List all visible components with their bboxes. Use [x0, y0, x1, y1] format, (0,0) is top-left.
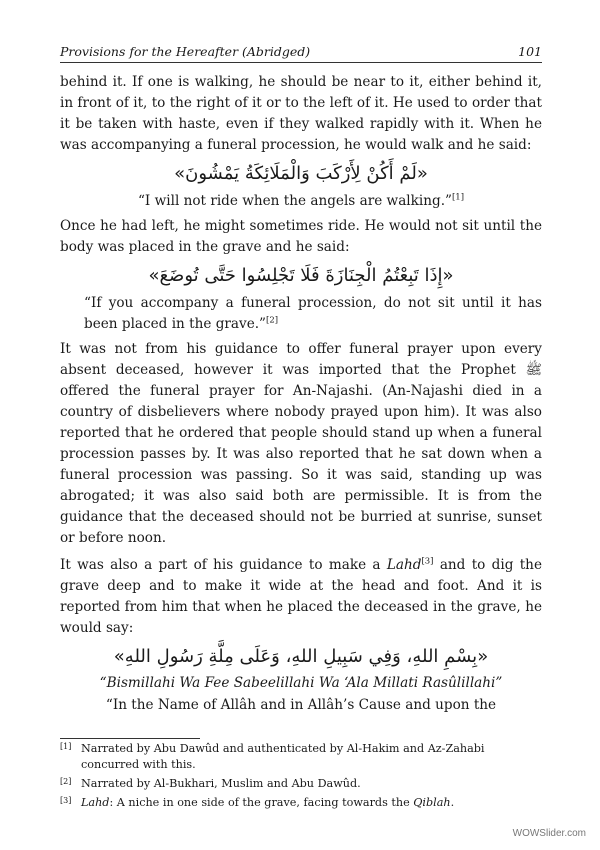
- paragraph-1: behind it. If one is walking, he should be near to it, either behind it, in front of it, to the right of it or to the left of it. He used to order that it be taken with haste, even if they walked rapidly with it. When he was accompanying a funeral procession, he would walk and he said:: [60, 74, 542, 153]
- hadith-translation-1: [60, 191, 542, 212]
- quote-2-text: “If you accompany a funeral procession, do not sit until it has been placed in the grave.”: [84, 295, 542, 332]
- footnote-ref-3[interactable]: [3]: [421, 556, 434, 567]
- footnote-ref-1[interactable]: [1]: [451, 192, 465, 203]
- arabic-hadith-2: «إِذَا تَبِعْتُمُ الْجِنَازَةَ فَلَا تَجْلِسُوا حَتَّى تُوضَعَ»: [148, 265, 454, 286]
- footnote-3-mark: [3]: [60, 796, 72, 805]
- header-rule: [60, 62, 542, 63]
- watermark: WOWSlider.com: [512, 828, 586, 839]
- page-number: 101: [518, 44, 542, 59]
- footnote-2-text: Narrated by Al-Bukhari, Muslim and Abu Dawûd.: [81, 777, 361, 790]
- lahd-term: Lahd: [386, 557, 422, 573]
- footnote-1: [60, 741, 542, 773]
- quote-1-text: “I will not ride when the angels are walking.”: [137, 193, 452, 209]
- footnote-1-text: Narrated by Abu Dawûd and authenticated by Al-Hakim and Az-Zahabi concurred with this.: [81, 742, 485, 771]
- footnote-3-term: Lahd: [81, 796, 110, 809]
- arabic-hadith-1: «لَمْ أَكُنْ لِأَرْكَبَ وَالْمَلَائِكَةُ يَمْشُونَ»: [174, 163, 428, 184]
- footnotes: [60, 741, 542, 814]
- footnote-3: [60, 795, 542, 811]
- footnote-3-text-b: .: [450, 796, 455, 809]
- footnote-3-term2: Qiblah: [413, 796, 451, 809]
- paragraph-3: It was not from his guidance to offer funeral prayer upon every absent deceased, however it was imported that the Prophet ﷺ offered the funeral prayer for An-Najashi. (An-Najashi died in a country of disbelievers where nobody prayed upon him). It was also reported that he ordered that people should stand up when a funeral procession passes by. It was also reported that he sat down when a funeral procession was passing. So it was said, standing up was abrogated; it was also said both are permissible. It is from the guidance that the deceased should not be burried at sunrise, sunset or before noon.: [60, 341, 542, 546]
- book-title: Provisions for the Hereafter (Abridged): [60, 44, 311, 59]
- transliteration: “Bismillahi Wa Fee Sabeelillahi Wa ‘Ala Millati Rasûlillahi”: [99, 675, 503, 691]
- hadith-translation-2: [60, 293, 542, 335]
- footnote-3-text-a: : A niche in one side of the grave, facing towards the: [109, 796, 414, 809]
- paragraph-2: Once he had left, he might sometimes ride. He would not sit until the body was placed in the grave and he said:: [60, 218, 542, 255]
- paragraph-4-start: It was also a part of his guidance to make a: [60, 557, 387, 573]
- footnote-1-mark: [1]: [60, 742, 72, 751]
- footnote-2: [60, 776, 542, 792]
- footnote-2-mark: [2]: [60, 777, 72, 786]
- supplication-translation: “In the Name of Allâh and in Allâh’s Cause and upon the: [105, 697, 497, 713]
- running-header: [60, 42, 542, 64]
- footnote-rule: [60, 738, 200, 739]
- main-text: [60, 72, 542, 716]
- arabic-supplication: «بِسْمِ اللهِ، وَفِي سَبِيلِ اللهِ، وَعَلَى مِلَّةِ رَسُولِ اللهِ»: [113, 646, 489, 667]
- paragraph-4-end: and to dig the grave deep and to make it wide at the head and foot. And it is reported from him that when he placed the deceased in the grave, he would say:: [60, 557, 542, 636]
- footnote-ref-2[interactable]: [2]: [266, 315, 279, 326]
- paragraph-4: [60, 555, 542, 639]
